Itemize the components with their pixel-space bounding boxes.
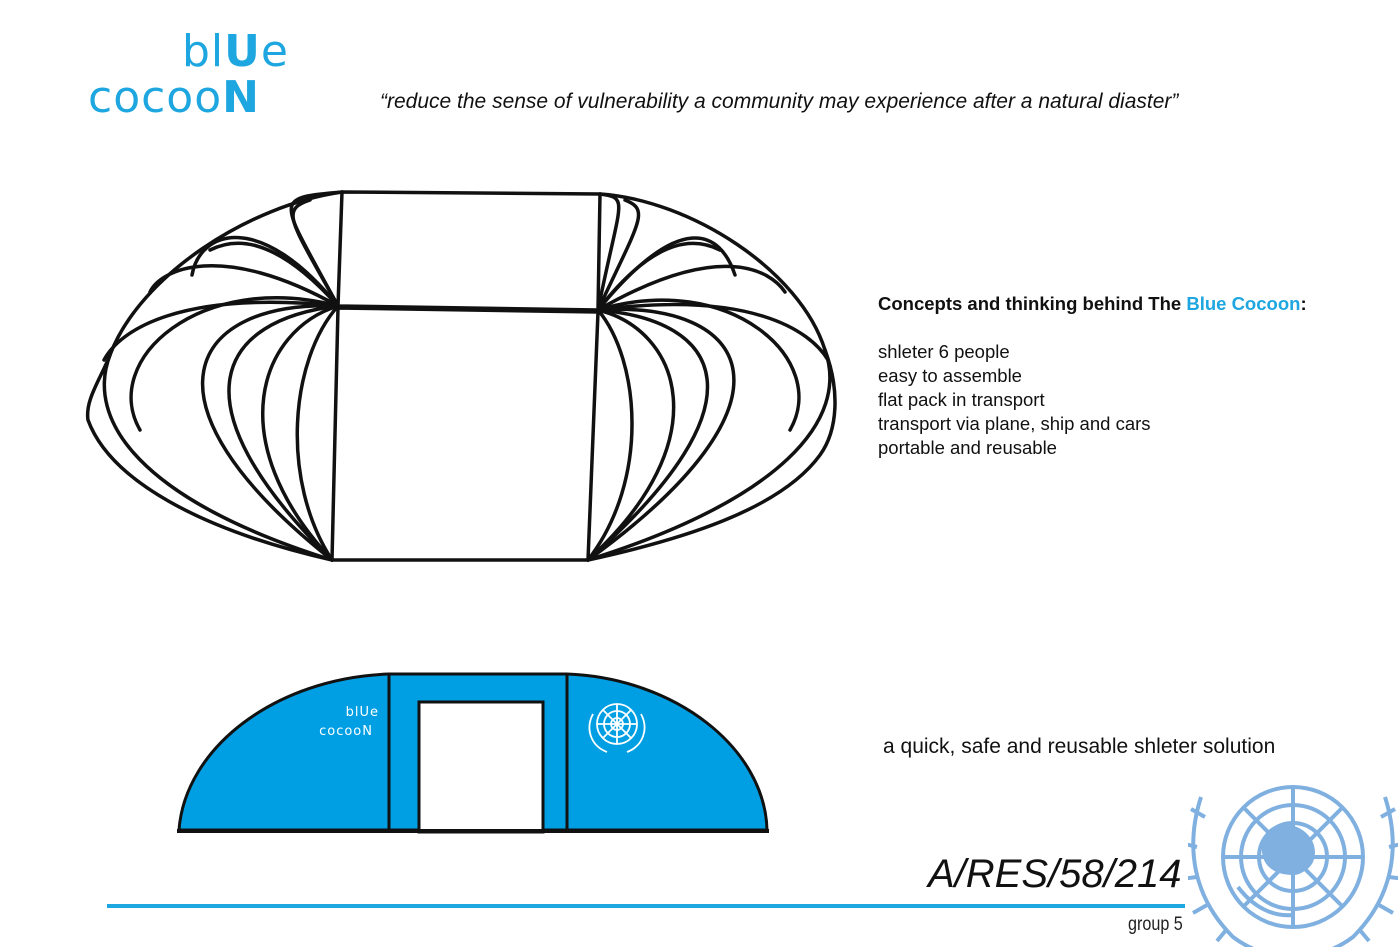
concept-item: shleter 6 people (878, 341, 1010, 362)
concepts-list (878, 340, 1378, 460)
concept-item: easy to assemble (878, 365, 1022, 386)
concept-item: transport via plane, ship and cars (878, 413, 1151, 434)
concept-item: flat pack in transport (878, 389, 1045, 410)
shelter-label-line1: blUe (345, 705, 379, 720)
resolution-number: A/RES/58/214 (928, 852, 1182, 896)
group-label: group 5 (1128, 914, 1183, 935)
concepts-heading: Concepts and thinking behind The Blue Cocoon: (878, 293, 1307, 314)
logo-line-2: cocooN (88, 72, 260, 123)
shelter-door (419, 702, 543, 832)
center-panel-bottom (332, 308, 598, 560)
center-panel-top (338, 192, 600, 310)
shelter-elevation (175, 668, 775, 838)
un-emblem-icon (1188, 777, 1398, 947)
concept-item: portable and reusable (878, 437, 1057, 458)
divider-rule (107, 904, 1185, 908)
tagline: a quick, safe and reusable shleter solution (883, 735, 1276, 758)
logo-line-1: blUe (182, 26, 289, 77)
mission-quote: “reduce the sense of vulnerability a community may experience after a natural diaster” (380, 90, 1179, 113)
shelter-label-line2: cocooN (319, 724, 373, 739)
concepts-section (878, 292, 1378, 460)
cocoon-sketch (80, 180, 840, 580)
